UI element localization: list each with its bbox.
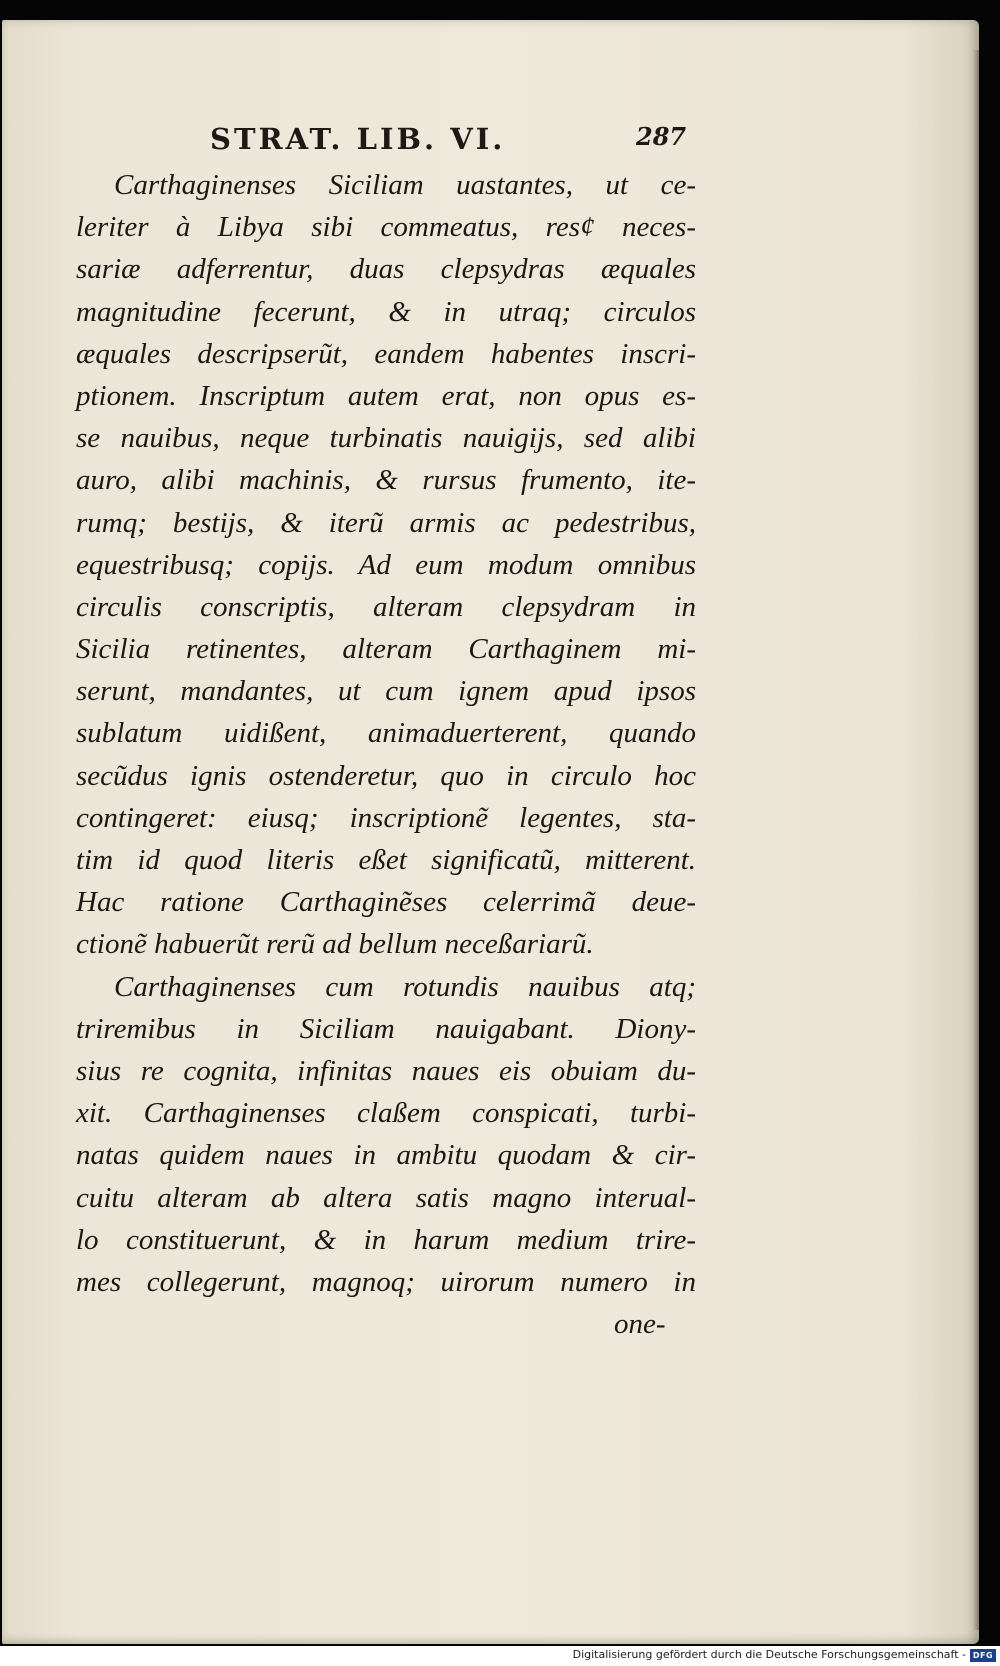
text-line: ptionem. Inscriptum autem erat, non opus es- [76, 379, 696, 412]
text-line: xit. Carthaginenses claßem conspicati, turbi- [76, 1097, 696, 1130]
text-line: tim id quod literis eßet significatũ, mitterent. [76, 844, 696, 876]
text-line: Hac ratione Carthaginẽses celerrimã deue- [76, 886, 696, 919]
text-line: æquales descripserũt, eandem habentes inscri- [76, 337, 696, 370]
text-line: triremibus in Siciliam nauigabant. Diony- [76, 1012, 696, 1045]
text-line: lo constituerunt, & in harum medium trire- [76, 1223, 696, 1256]
text-line: se nauibus, neque turbinatis nauigijs, sed alibi [76, 422, 696, 455]
running-head [210, 122, 690, 162]
page-edge-shadow [973, 50, 979, 1630]
text-line: Sicilia retinentes, alteram Carthaginem mi- [76, 633, 696, 666]
text-line: magnitudine fecerunt, & in utraq; circulos [76, 295, 696, 328]
text-line: sublatum uidißent, animaduerterent, quando [76, 717, 696, 750]
text-line: circulis conscriptis, alteram clepsydram in [76, 590, 696, 623]
text-line: ctionẽ habuerũt rerũ ad bellum neceßariarũ. [76, 928, 594, 961]
footer-credit-text: Digitalisierung gefördert durch die Deutsche Forschungsgemeinschaft - [572, 1648, 966, 1661]
catchword: one- [614, 1308, 666, 1340]
text-line: Carthaginenses cum rotundis nauibus atq; [114, 970, 696, 1003]
text-line: contingeret: eiusq; inscriptionẽ legentes, sta- [76, 801, 696, 834]
running-head-title: STRAT. LIB. VI. [210, 122, 506, 156]
text-line: auro, alibi machinis, & rursus frumento, ite- [76, 464, 696, 497]
body-text [76, 164, 696, 1303]
text-line: leriter à Libya sibi commeatus, res¢ neces- [76, 211, 696, 244]
text-line: cuitu alteram ab altera satis magno interual- [76, 1181, 696, 1214]
text-line: mes collegerunt, magnoq; uirorum numero in [76, 1265, 696, 1298]
text-line: serunt, mandantes, ut cum ignem apud ipsos [76, 675, 696, 708]
text-line: Carthaginenses Siciliam uastantes, ut ce- [114, 169, 696, 201]
text-line: equestribusq; copijs. Ad eum modum omnibus [76, 548, 696, 581]
text-line: secũdus ignis ostenderetur, quo in circulo hoc [76, 759, 696, 792]
page-number: 287 [636, 122, 687, 151]
text-line: natas quidem naues in ambitu quodam & cir- [76, 1139, 696, 1172]
text-line: sius re cognita, infinitas naues eis obuiam du- [76, 1054, 696, 1087]
text-line: sariæ adferrentur, duas clepsydras æquales [76, 253, 696, 286]
text-line: rumq; bestijs, & iterũ armis ac pedestribus, [76, 506, 696, 539]
footer-credit-bar [0, 1646, 1000, 1666]
dfg-logo-icon: DFG [970, 1649, 996, 1662]
